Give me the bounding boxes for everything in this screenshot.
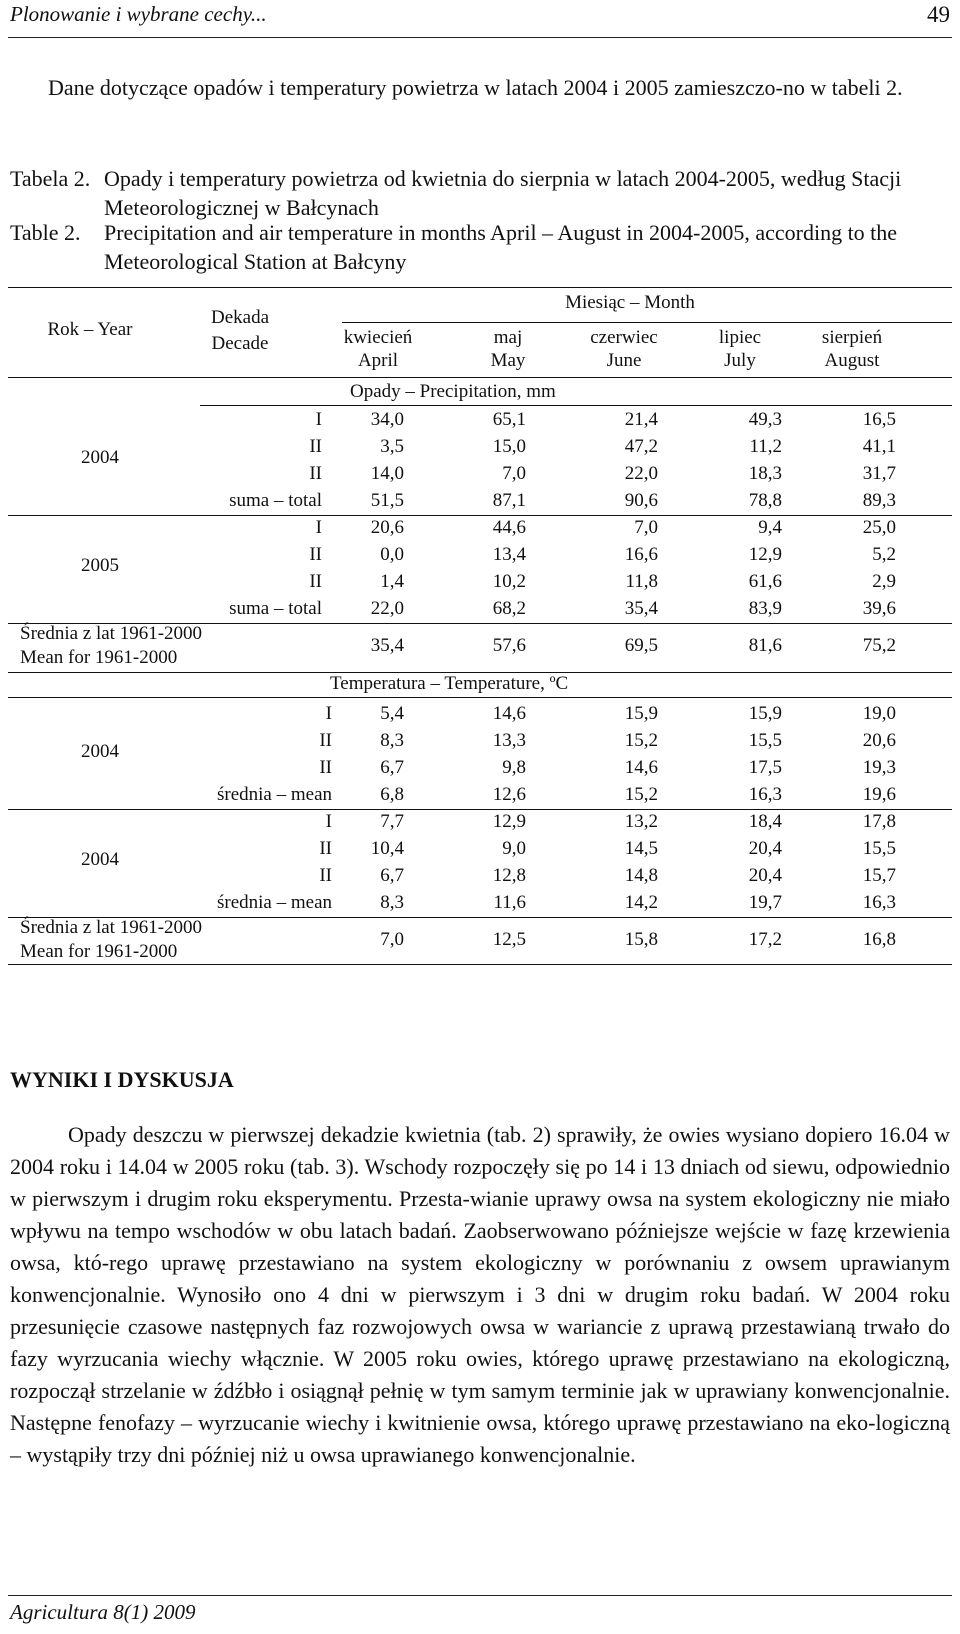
- temp-mean-value: 7,0: [380, 929, 404, 950]
- journal-footer: Agricultura 8(1) 2009: [10, 1600, 196, 1624]
- decade-label: II: [309, 571, 322, 592]
- precip-value: 61,6: [748, 571, 782, 592]
- precip-value: 90,6: [624, 490, 658, 511]
- month-header-en: June: [606, 350, 642, 371]
- precip-value: 0,0: [380, 544, 404, 565]
- temp-value: 14,6: [624, 757, 658, 778]
- precip-value: 68,2: [492, 598, 526, 619]
- precip-value: 78,8: [748, 490, 782, 511]
- year-label: 2005: [81, 555, 119, 576]
- decade-label: II: [309, 436, 322, 457]
- temp-value: 15,9: [748, 703, 782, 724]
- precip-value: 7,0: [502, 463, 526, 484]
- month-header-pl: czerwiec: [590, 327, 658, 348]
- year-label: 2004: [81, 741, 119, 762]
- temp-value: 15,9: [624, 703, 658, 724]
- caption-label-pl: Tabela 2.: [10, 166, 91, 191]
- temp-value: 20,6: [862, 730, 896, 751]
- precip-value: 13,4: [492, 544, 526, 565]
- month-header-en: May: [490, 350, 526, 371]
- temp-value: 19,7: [748, 892, 782, 913]
- results-paragraph: [10, 1119, 950, 1471]
- col-header-decade-en: Decade: [211, 333, 269, 354]
- decade-label: I: [325, 703, 332, 724]
- temp-value: 15,5: [748, 730, 782, 751]
- month-header-pl: sierpień: [821, 327, 883, 348]
- col-header-decade-pl: Dekada: [210, 307, 270, 328]
- precip-value: 39,6: [862, 598, 896, 619]
- temp-value: 9,8: [502, 757, 526, 778]
- precip-value: 12,9: [748, 544, 782, 565]
- running-header-title: Plonowanie i wybrane cechy...: [10, 2, 267, 26]
- decade-label: II: [319, 757, 332, 778]
- temp-value: 19,0: [862, 703, 896, 724]
- temp-mean-value: 12,5: [492, 929, 526, 950]
- precip-value: 22,0: [624, 463, 658, 484]
- col-header-month-group: Miesiąc – Month: [565, 292, 695, 313]
- year-label: 2004: [81, 849, 119, 870]
- decade-label: II: [309, 463, 322, 484]
- temp-value: 13,3: [492, 730, 526, 751]
- intro-paragraph: Dane dotyczące opadów i temperatury powietrza w latach 2004 i 2005 zamieszczo-no w tabeli 2.: [48, 75, 903, 100]
- table-bottom-rule: [8, 964, 952, 965]
- precip-mean-label-pl: Średnia z lat 1961-2000: [20, 623, 203, 644]
- precip-value: 16,5: [862, 409, 896, 430]
- precip-value: 87,1: [492, 490, 526, 511]
- temp-value: 12,6: [492, 784, 526, 805]
- temp-value: 13,2: [624, 811, 658, 832]
- decade-label: I: [315, 409, 322, 430]
- temp-value: 14,2: [624, 892, 658, 913]
- decade-label: średnia – mean: [216, 784, 332, 805]
- decade-label: I: [315, 517, 322, 538]
- temp-value: 8,3: [380, 730, 404, 751]
- precip-mean-value: 35,4: [370, 635, 404, 656]
- precip-section-title: Opady – Precipitation, mm: [350, 381, 556, 402]
- temp-value: 20,4: [748, 838, 782, 859]
- temp-value: 17,5: [748, 757, 782, 778]
- precip-value: 47,2: [624, 436, 658, 457]
- precip-value: 41,1: [862, 436, 896, 457]
- decade-label: II: [319, 865, 332, 886]
- temp-value: 16,3: [748, 784, 782, 805]
- precip-value: 7,0: [634, 517, 658, 538]
- month-header-pl: maj: [493, 327, 523, 348]
- precip-mean-value: 81,6: [748, 635, 782, 656]
- month-header-pl: kwiecień: [343, 327, 413, 348]
- precip-mean-label-en: Mean for 1961-2000: [20, 647, 178, 668]
- temp-section-title: Temperatura – Temperature, ºC: [330, 673, 569, 694]
- temp-value: 11,6: [493, 892, 526, 913]
- precip-value: 11,2: [749, 436, 782, 457]
- caption-text-en: Precipitation and air temperature in months April – August in 2004-2005, according to the Meteorological Station at Bałcyny: [104, 220, 898, 274]
- precip-mean-value: 75,2: [862, 635, 896, 656]
- temp-value: 8,3: [380, 892, 404, 913]
- temp-value: 19,6: [862, 784, 896, 805]
- precip-value: 18,3: [748, 463, 782, 484]
- temp-value: 18,4: [748, 811, 782, 832]
- precip-value: 3,5: [380, 436, 404, 457]
- precip-mean-value: 69,5: [624, 635, 658, 656]
- temp-value: 6,7: [380, 757, 404, 778]
- temp-value: 5,4: [380, 703, 404, 724]
- month-header-en: April: [357, 350, 399, 371]
- precip-value: 31,7: [862, 463, 896, 484]
- caption-text-pl: Opady i temperatury powietrza od kwietnia do sierpnia w latach 2004-2005, według Stacji Meteorologicznej w Bałcynach: [104, 166, 902, 220]
- precip-value: 16,6: [624, 544, 658, 565]
- decade-label: II: [319, 838, 332, 859]
- temp-title-rule: [8, 697, 952, 698]
- temp-value: 20,4: [748, 865, 782, 886]
- temp-mean-value: 15,8: [624, 929, 658, 950]
- temp-value: 9,0: [502, 838, 526, 859]
- month-header-en: August: [824, 350, 880, 371]
- temp-value: 15,5: [862, 838, 896, 859]
- temp-value: 17,8: [862, 811, 896, 832]
- precip-value: 44,6: [492, 517, 526, 538]
- precip-value: 9,4: [758, 517, 782, 538]
- section-title: WYNIKI I DYSKUSJA: [10, 1067, 234, 1092]
- decade-label: II: [319, 730, 332, 751]
- footer-rule: [8, 1595, 952, 1596]
- temp-value: 15,2: [624, 784, 658, 805]
- precip-value: 83,9: [748, 598, 782, 619]
- precip-mean-value: 57,6: [492, 635, 526, 656]
- col-header-year: Rok – Year: [47, 319, 133, 340]
- page-number: 49: [927, 2, 950, 27]
- decade-label: suma – total: [229, 598, 322, 619]
- caption-label-en: Table 2.: [10, 220, 81, 245]
- precip-value: 89,3: [862, 490, 896, 511]
- decade-label: średnia – mean: [216, 892, 332, 913]
- temp-mean-label-en: Mean for 1961-2000: [20, 941, 178, 962]
- year-label: 2004: [81, 447, 119, 468]
- precip-value: 10,2: [492, 571, 526, 592]
- decade-label: suma – total: [229, 490, 322, 511]
- temp-value: 14,8: [624, 865, 658, 886]
- precip-value: 1,4: [380, 571, 404, 592]
- decade-label: I: [325, 811, 332, 832]
- table-top-rule: [8, 287, 952, 288]
- precip-value: 21,4: [624, 409, 658, 430]
- decade-label: II: [309, 544, 322, 565]
- temp-value: 14,5: [624, 838, 658, 859]
- results-text: Opady deszczu w pierwszej dekadzie kwietnia (tab. 2) sprawiły, że owies wysiano dopiero 16.04 w 2004 roku i 14.04 w 2005 roku (tab. 3). Wschody rozpoczęły się po 14 i 13 dniach od siewu, odpowiednio w pierwszym i drugim roku eksperymentu. Przesta-wianie uprawy owsa na system ekologiczny nie miało wpływu na tempo wschodów w obu latach badań. Zaobserwowano późniejsze wejście w fazę krzewienia owsa, któ-rego uprawę przestawiano na system ekologiczny w porównaniu z owsem uprawianym konwencjonalnie. Wynosiło ono 4 dni w pierwszym i 3 dni w drugim roku badań. W 2004 roku przesunięcie czasowe następnych faz rozwojowych owsa w wariancie z uprawą przestawianą trwało do fazy wyrzucania wiechy włącznie. W 2005 roku owies, którego uprawę przestawiano na ekologiczną, rozpoczął strzelanie w źdźbło i osiągnął pełnię w tym samym terminie jak w uprawiany konwencjonalnie. Następne fenofazy – wyrzucanie wiechy i kwitnienie owsa, którego uprawę przestawiano na eko-logiczną – wystąpiły trzy dni później niż u owsa uprawianego konwencjonalnie.: [10, 1122, 950, 1467]
- temp-value: 19,3: [862, 757, 896, 778]
- precip-value: 2,9: [872, 571, 896, 592]
- precip-value: 5,2: [872, 544, 896, 565]
- month-header-pl: lipiec: [718, 327, 762, 348]
- precip-value: 14,0: [370, 463, 404, 484]
- temp-value: 12,8: [492, 865, 526, 886]
- temp-mean-label-pl: Średnia z lat 1961-2000: [20, 917, 203, 938]
- month-header-en: July: [724, 350, 756, 371]
- precip-value: 25,0: [862, 517, 896, 538]
- temp-value: 12,9: [492, 811, 526, 832]
- precip-value: 11,8: [625, 571, 658, 592]
- month-group-rule: [342, 322, 952, 323]
- temp-value: 16,3: [862, 892, 896, 913]
- precip-value: 20,6: [370, 517, 404, 538]
- temp-mean-value: 16,8: [862, 929, 896, 950]
- precip-value: 15,0: [492, 436, 526, 457]
- temp-value: 15,7: [862, 865, 896, 886]
- temp-value: 10,4: [370, 838, 404, 859]
- precip-value: 34,0: [370, 409, 404, 430]
- precip-value: 49,3: [748, 409, 782, 430]
- precip-value: 65,1: [492, 409, 526, 430]
- temp-value: 14,6: [492, 703, 526, 724]
- temp-mean-value: 17,2: [748, 929, 782, 950]
- temp-value: 6,7: [380, 865, 404, 886]
- temp-value: 7,7: [380, 811, 404, 832]
- precip-value: 51,5: [370, 490, 404, 511]
- precip-value: 22,0: [370, 598, 404, 619]
- precip-value: 35,4: [624, 598, 658, 619]
- temp-value: 6,8: [380, 784, 404, 805]
- temp-value: 15,2: [624, 730, 658, 751]
